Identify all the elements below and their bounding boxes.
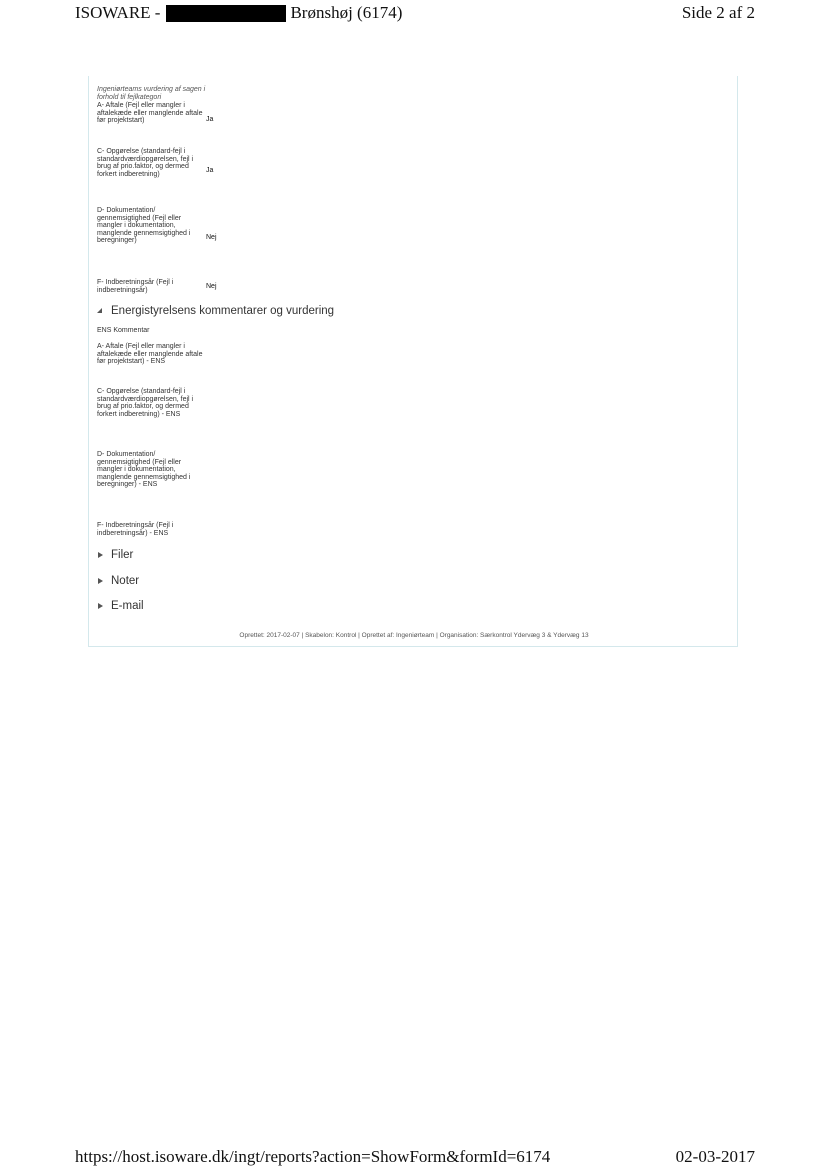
field-label: C- Opgørelse (standard-fejl i standardværdiopgørelsen, fejl i brug af prio.faktor, og dermed forkert indberetning) bbox=[97, 148, 194, 178]
field-value: Nej bbox=[206, 234, 217, 241]
section-noter[interactable] bbox=[97, 575, 139, 587]
form-footer-metadata: Oprettet: 2017-02-07 | Skabelon: Kontrol | Oprettet af: Ingeniørteam | Organisation: Særkontrol Ydervæg 3 & Ydervæg 13 bbox=[239, 632, 589, 639]
section-email[interactable] bbox=[97, 600, 144, 612]
field-value: Nej bbox=[206, 283, 217, 290]
ens-comment-label: ENS Kommentar bbox=[97, 327, 150, 334]
section-heading-label: Filer bbox=[111, 549, 134, 561]
page-number: Side 2 af 2 bbox=[681, 3, 755, 22]
page-url: https://host.isoware.dk/ingt/reports?action=ShowForm&formId=6174 bbox=[75, 1147, 551, 1166]
caret-right-icon bbox=[97, 603, 104, 610]
print-footer bbox=[75, 1147, 755, 1169]
field-label: A- Aftale (Fejl eller mangler i aftalekæde eller manglende aftale før projektstart) - ENS bbox=[97, 343, 203, 366]
field-label: F- Indberetningsår (Fejl i indberetningsår) - ENS bbox=[97, 522, 174, 537]
field-value: Ja bbox=[206, 116, 214, 123]
caret-right-icon bbox=[97, 578, 104, 585]
form-card bbox=[88, 76, 738, 647]
section-filer[interactable] bbox=[97, 549, 133, 561]
section-energistyrelsen[interactable] bbox=[97, 305, 334, 317]
section-heading-label: E-mail bbox=[111, 600, 144, 612]
field-value: Ja bbox=[206, 167, 214, 174]
redaction-block bbox=[166, 5, 286, 22]
title-suffix: Brønshøj (6174) bbox=[290, 3, 403, 22]
field-label: D- Dokumentation/ gennemsigtighed (Fejl eller mangler i dokumentation, manglende gennemsigtighed i beregninger) - ENS bbox=[97, 451, 191, 489]
ingeniorteam-subheading: Ingeniørteams vurdering af sagen i forhold til fejlkategori bbox=[97, 86, 206, 101]
field-label: D- Dokumentation/ gennemsigtighed (Fejl eller mangler i dokumentation, manglende gennemsigtighed i beregninger) bbox=[97, 207, 191, 245]
caret-down-icon bbox=[97, 308, 104, 315]
print-header bbox=[75, 0, 755, 26]
field-label: F- Indberetningsår (Fejl i indberetningsår) bbox=[97, 279, 174, 294]
field-label: C- Opgørelse (standard-fejl i standardværdiopgørelsen, fejl i brug af prio.faktor, og dermed forkert indberetning) - ENS bbox=[97, 388, 194, 418]
section-heading-label: Noter bbox=[111, 575, 140, 587]
print-header-title bbox=[75, 3, 402, 23]
field-label: A- Aftale (Fejl eller mangler i aftalekæde eller manglende aftale før projektstart) bbox=[97, 102, 203, 125]
section-heading-label: Energistyrelsens kommentarer og vurdering bbox=[111, 305, 335, 317]
caret-right-icon bbox=[97, 552, 104, 559]
title-prefix: ISOWARE - bbox=[75, 3, 161, 22]
print-date: 02-03-2017 bbox=[675, 1147, 755, 1166]
